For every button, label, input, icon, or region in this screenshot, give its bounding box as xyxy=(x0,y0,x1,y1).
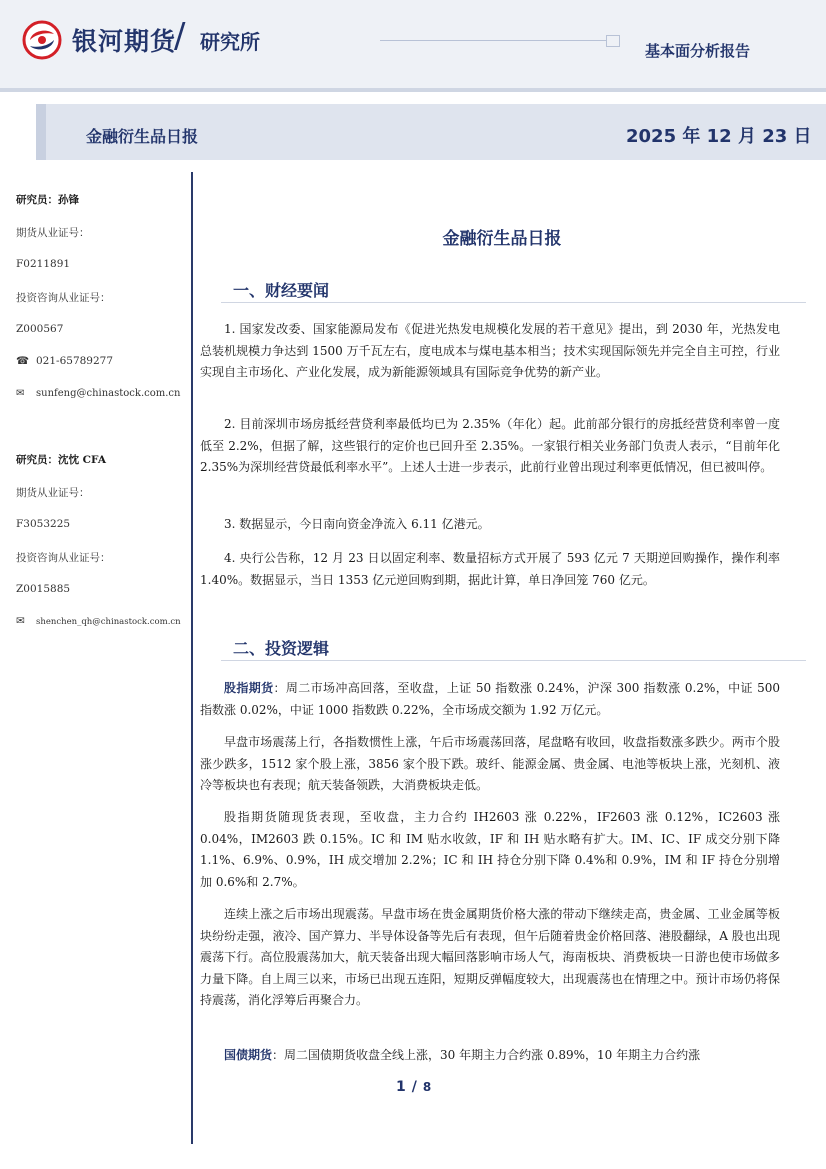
header-rule xyxy=(0,88,826,92)
analyst-2-email[interactable]: shenchen_qh@chinastock.com.cn xyxy=(36,617,181,627)
analyst-2-consult-cert-label: 投资咨询从业证号： xyxy=(16,552,111,564)
header-decor-box xyxy=(606,35,620,47)
news-item-1: 1. 国家发改委、国家能源局发布《促进光热发电规模化发展的若干意见》提出，到 2030 年，光热发电总装机规模力争达到 1500 万千瓦左右，度电成本与煤电基本相当；技术实现国际领先并完全自主可控，行业实现自主市场化、产业化发展，成为新能源领域具有国际竞争优势的新产业。 xyxy=(200,322,780,379)
envelope-icon: ✉ xyxy=(16,388,25,399)
document-title: 金融衍生品日报 xyxy=(442,229,562,249)
news-item-2: 2. 目前深圳市场房抵经营贷利率最低均已为 2.35%（年化）起。此前部分银行的房抵经营贷利率曾一度低至 2.2%，但据了解，这些银行的定价也已回升至 2.35%。一家银行相关业务部门负责人表示，“目前年化 2.35%为深圳经营贷最低利率水平”。上述人士进一步表示，此前行业曾出现过利率更低情况，但已被叫停。 xyxy=(200,417,780,474)
page-header xyxy=(0,0,826,92)
current-page: 1 xyxy=(396,1079,406,1095)
page-separator: / xyxy=(411,1079,417,1095)
yinhe-logo-icon xyxy=(22,20,62,60)
analyst-2-futures-cert-label: 期货从业证号： xyxy=(16,487,90,499)
brand-divider: / xyxy=(174,16,186,56)
analyst-1-email-row xyxy=(16,388,188,399)
total-pages: 8 xyxy=(422,1080,432,1094)
analyst-1-consult-cert-label: 投资咨询从业证号： xyxy=(16,292,111,304)
phone-icon: ☎ xyxy=(16,355,30,367)
bond-futures-para xyxy=(200,1045,780,1067)
analyst-1-name: 研究员：孙锋 xyxy=(16,194,79,206)
analyst-1-email[interactable]: sunfeng@chinastock.com.cn xyxy=(36,388,181,399)
header-decor-line xyxy=(380,40,620,41)
analyst-1-consult-cert: Z000567 xyxy=(16,323,64,335)
stock-futures-para-1 xyxy=(200,678,780,721)
bond-futures-label: 国债期货 xyxy=(224,1048,273,1062)
brand-name: 银河期货 xyxy=(72,27,177,56)
envelope-icon: ✉ xyxy=(16,615,25,627)
news-item-3: 3. 数据显示，今日南向资金净流入 6.11 亿港元。 xyxy=(224,517,490,531)
stock-futures-para-2: 早盘市场震荡上行，各指数惯性上涨，午后市场震荡回落，尾盘略有收回，收盘指数涨多跌少。两市个股涨少跌多，1512 家个股上涨，3856 家个股下跌。玻纤、能源金属、贵金属、电池等板块上涨，光刻机、液冷等板块也有表现；航天装备领跌，大消费板块走低。 xyxy=(200,735,780,792)
stock-futures-text: ：周二市场冲高回落，至收盘，上证 50 指数涨 0.24%，沪深 300 指数涨 0.2%，中证 500 指数涨 0.02%，中证 1000 指数跌 0.22%，全市场成交额为 1.92 万亿元。 xyxy=(200,681,780,717)
banner-title: 金融衍生品日报 xyxy=(86,127,199,146)
page-number xyxy=(393,1079,434,1095)
analyst-2-name: 研究员：沈忱 CFA xyxy=(16,454,106,466)
institute-name: 研究所 xyxy=(200,30,260,54)
bond-futures-text: ：周二国债期货收盘全线上涨，30 年期主力合约涨 0.89%，10 年期主力合约涨 xyxy=(272,1048,701,1062)
section-heading-news: 一、财经要闻 xyxy=(233,281,330,300)
analyst-1-futures-cert: F0211891 xyxy=(16,258,71,270)
analyst-2-consult-cert: Z0015885 xyxy=(16,583,71,595)
stock-futures-para-3: 股指期货随现货表现，至收盘，主力合约 IH2603 涨 0.22%，IF2603 涨 0.12%，IC2603 涨 0.04%，IM2603 跌 0.15%。IC 和 IM 贴水收敛，IF 和 IH 贴水略有扩大。IM、IC、IF 成交分别下降 1.1%、6.9%、0.9%，IH 成交增加 2.2%；IC 和 IH 持仓分别下降 0.4%和 0.9%，IM 和 IF 持仓分别增加 0.6%和 2.7%。 xyxy=(200,810,780,889)
stock-futures-label: 股指期货 xyxy=(224,681,274,695)
column-divider xyxy=(191,172,193,1144)
news-item-4: 4. 央行公告称，12 月 23 日以固定利率、数量招标方式开展了 593 亿元 7 天期逆回购操作，操作利率 1.40%。数据显示，当日 1353 亿元逆回购到期，据此计算，单日净回笼 760 亿元。 xyxy=(200,551,780,587)
section-heading-logic: 二、投资逻辑 xyxy=(233,639,330,658)
report-type: 基本面分析报告 xyxy=(645,42,751,60)
report-date: 2025 年 12 月 23 日 xyxy=(626,126,812,147)
analyst-2-futures-cert: F3053225 xyxy=(16,518,71,530)
section-rule xyxy=(221,302,806,303)
analyst-2-email-row xyxy=(16,615,188,627)
section-rule xyxy=(221,660,806,661)
analyst-1-phone: 021-65789277 xyxy=(36,355,114,367)
banner-accent xyxy=(36,104,46,160)
analyst-1-futures-cert-label: 期货从业证号： xyxy=(16,227,90,239)
analyst-1-phone-row xyxy=(16,355,188,367)
stock-futures-para-4: 连续上涨之后市场出现震荡。早盘市场在贵金属期货价格大涨的带动下继续走高，贵金属、工业金属等板块纷纷走强，液冷、国产算力、半导体设备等先后有表现，但午后随着贵金价格回落、港股翻绿，A 股也出现震荡下行。高位股震荡加大，航天装备出现大幅回落影响市场人气，海南板块、消费板块一日游也使市场做多力量下降。自上周三以来，市场已出现五连阳，短期反弹幅度较大，出现震荡也在情理之中。预计市场仍将保持震荡，消化浮筹后再聚合力。 xyxy=(200,907,780,1007)
